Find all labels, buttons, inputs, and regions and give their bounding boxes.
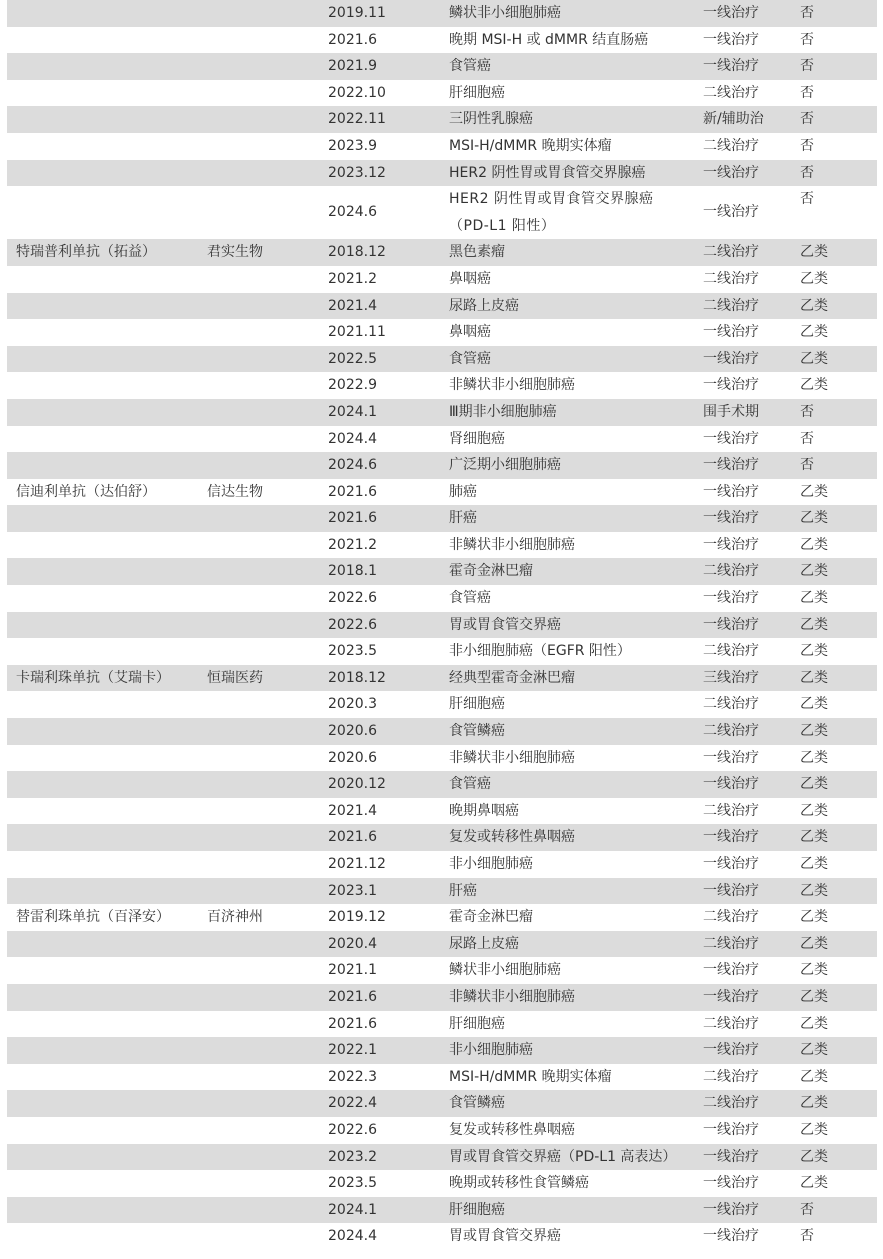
approval-date-cell: 2021.6 — [328, 510, 377, 527]
table-row — [7, 824, 877, 851]
approval-date-cell: 2021.2 — [328, 270, 377, 287]
insurance-cell: 乙类 — [800, 988, 828, 1005]
treatment-line-cell: 一线治疗 — [703, 430, 759, 447]
company-cell: 百济神州 — [207, 909, 263, 926]
insurance-cell: 否 — [800, 164, 814, 181]
approval-date-cell: 2022.3 — [328, 1068, 377, 1085]
insurance-cell: 乙类 — [800, 616, 828, 633]
indication-cell: 复发或转移性鼻咽癌 — [449, 1121, 575, 1138]
indication-cell: MSI-H/dMMR 晚期实体瘤 — [449, 137, 612, 154]
approval-date-cell: 2021.6 — [328, 483, 377, 500]
table-row — [7, 372, 877, 399]
indication-cell: 肝细胞癌 — [449, 1201, 505, 1218]
treatment-line-cell: 二线治疗 — [703, 1068, 759, 1085]
indication-cell: 肝细胞癌 — [449, 1015, 505, 1032]
table-row — [7, 771, 877, 798]
insurance-cell: 乙类 — [800, 1175, 828, 1192]
indication-cell: 非鳞状非小细胞肺癌 — [449, 377, 575, 394]
table-row — [7, 1170, 877, 1197]
table-row — [7, 798, 877, 825]
insurance-cell: 乙类 — [800, 749, 828, 766]
table-row — [7, 931, 877, 958]
treatment-line-cell: 二线治疗 — [703, 1095, 759, 1112]
table-row — [7, 745, 877, 772]
treatment-line-cell: 二线治疗 — [703, 270, 759, 287]
approval-date-cell: 2023.12 — [328, 164, 386, 181]
insurance-cell: 否 — [800, 191, 814, 208]
table-row — [7, 1037, 877, 1064]
treatment-line-cell: 一线治疗 — [703, 483, 759, 500]
treatment-line-cell: 围手术期 — [703, 403, 759, 420]
indication-cell: 胃或胃食管交界癌（PD-L1 高表达） — [449, 1148, 677, 1165]
insurance-cell: 否 — [800, 1201, 814, 1218]
insurance-cell: 乙类 — [800, 1015, 828, 1032]
table-row — [7, 0, 877, 27]
indication-cell: 非鳞状非小细胞肺癌 — [449, 749, 575, 766]
insurance-cell: 否 — [800, 58, 814, 75]
approval-date-cell: 2021.9 — [328, 58, 377, 75]
treatment-line-cell: 一线治疗 — [703, 5, 759, 21]
insurance-cell: 乙类 — [800, 270, 828, 287]
insurance-cell: 乙类 — [800, 962, 828, 979]
approval-date-cell: 2022.6 — [328, 1121, 377, 1138]
treatment-line-cell: 一线治疗 — [703, 616, 759, 633]
insurance-cell: 乙类 — [800, 297, 828, 314]
approval-date-cell: 2024.4 — [328, 1228, 377, 1245]
indication-cell: 尿路上皮癌 — [449, 935, 519, 952]
treatment-line-cell: 二线治疗 — [703, 84, 759, 101]
treatment-line-cell: 二线治疗 — [703, 1015, 759, 1032]
approval-date-cell: 2024.4 — [328, 430, 377, 447]
table-row — [7, 426, 877, 453]
table-row — [7, 957, 877, 984]
insurance-cell: 否 — [800, 84, 814, 101]
indication-cell: 鳞状非小细胞肺癌 — [449, 962, 561, 979]
indication-cell: Ⅲ期非小细胞肺癌 — [449, 403, 557, 420]
approval-date-cell: 2021.4 — [328, 297, 377, 314]
insurance-cell: 乙类 — [800, 696, 828, 713]
insurance-cell: 否 — [800, 31, 814, 48]
indication-cell: 食管癌 — [449, 590, 491, 607]
treatment-line-cell: 一线治疗 — [703, 536, 759, 553]
table-row — [7, 1011, 877, 1038]
company-cell: 恒瑞医药 — [207, 669, 263, 686]
approval-date-cell: 2018.12 — [328, 244, 386, 261]
table-row — [7, 293, 877, 320]
indication-cell: 霍奇金淋巴瘤 — [449, 909, 533, 926]
approval-date-cell: 2020.3 — [328, 696, 377, 713]
treatment-line-cell: 一线治疗 — [703, 1148, 759, 1165]
approval-date-cell: 2019.11 — [328, 5, 386, 21]
treatment-line-cell: 二线治疗 — [703, 244, 759, 261]
treatment-line-cell: 一线治疗 — [703, 856, 759, 872]
treatment-line-cell: 一线治疗 — [703, 882, 759, 899]
treatment-line-cell: 一线治疗 — [703, 1042, 759, 1059]
indication-cell: 肝细胞癌 — [449, 696, 505, 713]
treatment-line-cell: 一线治疗 — [703, 510, 759, 527]
table-row — [7, 53, 877, 80]
drug-name-cell: 卡瑞利珠单抗（艾瑞卡） — [16, 669, 170, 686]
approval-date-cell: 2023.2 — [328, 1148, 377, 1165]
insurance-cell: 乙类 — [800, 563, 828, 580]
treatment-line-cell: 一线治疗 — [703, 350, 759, 367]
insurance-cell: 乙类 — [800, 909, 828, 926]
approval-date-cell: 2023.5 — [328, 1175, 377, 1192]
treatment-line-cell: 二线治疗 — [703, 909, 759, 926]
insurance-cell: 乙类 — [800, 244, 828, 261]
table-row — [7, 1144, 877, 1171]
insurance-cell: 乙类 — [800, 882, 828, 899]
treatment-line-cell: 一线治疗 — [703, 1121, 759, 1138]
indication-cell: 食管癌 — [449, 776, 491, 793]
table-row — [7, 106, 877, 133]
indication-cell: 胃或胃食管交界癌 — [449, 1228, 561, 1245]
insurance-cell: 乙类 — [800, 1121, 828, 1138]
treatment-line-cell: 一线治疗 — [703, 829, 759, 846]
approval-date-cell: 2022.9 — [328, 377, 377, 394]
indication-cell: 食管鳞癌 — [449, 723, 505, 740]
approval-date-cell: 2020.6 — [328, 723, 377, 740]
approval-date-cell: 2021.4 — [328, 802, 377, 819]
table-row — [7, 1117, 877, 1144]
approval-date-cell: 2022.6 — [328, 616, 377, 633]
table-row — [7, 319, 877, 346]
indication-cell: 经典型霍奇金淋巴瘤 — [449, 669, 575, 686]
treatment-line-cell: 二线治疗 — [703, 137, 759, 154]
approval-date-cell: 2020.4 — [328, 935, 377, 952]
treatment-line-cell: 二线治疗 — [703, 696, 759, 713]
indication-cell: 肺癌 — [449, 483, 477, 500]
table-row — [7, 239, 877, 266]
treatment-line-cell: 二线治疗 — [703, 935, 759, 952]
approval-date-cell: 2021.12 — [328, 856, 386, 872]
treatment-line-cell: 一线治疗 — [703, 776, 759, 793]
approval-date-cell: 2022.10 — [328, 84, 386, 101]
table-row — [7, 718, 877, 745]
treatment-line-cell: 二线治疗 — [703, 643, 759, 660]
table-row — [7, 133, 877, 160]
indication-cell: 胃或胃食管交界癌 — [449, 616, 561, 633]
approval-date-cell: 2023.9 — [328, 137, 377, 154]
table-row — [7, 80, 877, 107]
approval-date-cell: 2018.12 — [328, 669, 386, 686]
indication-text: HER2 阴性胃或胃食管交界腺癌（PD-L1 阳性） — [449, 191, 654, 234]
approval-date-cell: 2021.6 — [328, 988, 377, 1005]
indication-cell: 非小细胞肺癌 — [449, 856, 533, 872]
approval-date-cell: 2022.1 — [328, 1042, 377, 1059]
table-row — [7, 505, 877, 532]
treatment-line-cell: 三线治疗 — [703, 669, 759, 686]
insurance-cell: 乙类 — [800, 829, 828, 846]
indication-cell: 非鳞状非小细胞肺癌 — [449, 988, 575, 1005]
insurance-cell: 乙类 — [800, 590, 828, 607]
drug-name-cell: 信迪利单抗（达伯舒） — [16, 483, 156, 500]
insurance-cell: 乙类 — [800, 1068, 828, 1085]
approval-date-cell: 2018.1 — [328, 563, 377, 580]
treatment-line-cell: 二线治疗 — [703, 563, 759, 580]
treatment-line-cell: 一线治疗 — [703, 164, 759, 181]
treatment-line-cell: 新/辅助治 — [703, 111, 764, 128]
approval-date-cell: 2021.1 — [328, 962, 377, 979]
approval-date-cell: 2021.2 — [328, 536, 377, 553]
table-row — [7, 479, 877, 506]
table-row — [7, 27, 877, 54]
table-row — [7, 160, 877, 187]
insurance-cell: 乙类 — [800, 723, 828, 740]
table-row — [7, 984, 877, 1011]
treatment-line-cell: 一线治疗 — [703, 988, 759, 1005]
insurance-cell: 乙类 — [800, 350, 828, 367]
approval-date-cell: 2021.6 — [328, 829, 377, 846]
indication-cell: 三阴性乳腺癌 — [449, 111, 533, 128]
indication-cell — [449, 186, 689, 239]
indication-cell: 鼻咽癌 — [449, 270, 491, 287]
drug-name-cell: 替雷利珠单抗（百泽安） — [16, 909, 170, 926]
approval-date-cell: 2024.6 — [328, 204, 377, 221]
table-row — [7, 878, 877, 905]
indication-cell: 肝癌 — [449, 510, 477, 527]
insurance-cell: 乙类 — [800, 856, 828, 872]
insurance-cell: 乙类 — [800, 802, 828, 819]
approval-date-cell: 2024.1 — [328, 403, 377, 420]
approval-date-cell: 2021.6 — [328, 1015, 377, 1032]
treatment-line-cell: 一线治疗 — [703, 204, 759, 221]
insurance-cell: 乙类 — [800, 324, 828, 341]
table-row — [7, 904, 877, 931]
indication-cell: 非小细胞肺癌（EGFR 阳性） — [449, 643, 631, 660]
table-row — [7, 585, 877, 612]
insurance-cell: 乙类 — [800, 536, 828, 553]
approval-date-cell: 2024.1 — [328, 1201, 377, 1218]
table-row — [7, 558, 877, 585]
approval-date-cell: 2020.6 — [328, 749, 377, 766]
table-row — [7, 638, 877, 665]
insurance-cell: 乙类 — [800, 1095, 828, 1112]
treatment-line-cell: 一线治疗 — [703, 749, 759, 766]
insurance-cell: 乙类 — [800, 935, 828, 952]
table-row — [7, 266, 877, 293]
treatment-line-cell: 一线治疗 — [703, 58, 759, 75]
indication-cell: 霍奇金淋巴瘤 — [449, 563, 533, 580]
indication-cell: 非鳞状非小细胞肺癌 — [449, 536, 575, 553]
table-row — [7, 612, 877, 639]
indication-cell: 鼻咽癌 — [449, 324, 491, 341]
company-cell: 君实生物 — [207, 244, 263, 261]
indication-cell: MSI-H/dMMR 晚期实体瘤 — [449, 1068, 612, 1085]
indication-cell: 肝癌 — [449, 882, 477, 899]
approval-table — [7, 0, 877, 1250]
table-row — [7, 532, 877, 559]
approval-date-cell: 2019.12 — [328, 909, 386, 926]
table-row — [7, 1223, 877, 1250]
company-cell: 信达生物 — [207, 483, 263, 500]
indication-cell: 黑色素瘤 — [449, 244, 505, 261]
insurance-cell: 否 — [800, 430, 814, 447]
insurance-cell: 否 — [800, 403, 814, 420]
treatment-line-cell: 一线治疗 — [703, 590, 759, 607]
approval-date-cell: 2022.5 — [328, 350, 377, 367]
treatment-line-cell: 二线治疗 — [703, 723, 759, 740]
treatment-line-cell: 一线治疗 — [703, 324, 759, 341]
insurance-cell: 否 — [800, 137, 814, 154]
indication-cell: 食管癌 — [449, 350, 491, 367]
treatment-line-cell: 一线治疗 — [703, 31, 759, 48]
indication-cell: 食管癌 — [449, 58, 491, 75]
approval-date-cell: 2022.4 — [328, 1095, 377, 1112]
approval-date-cell: 2024.6 — [328, 457, 377, 474]
approval-date-cell: 2022.11 — [328, 111, 386, 128]
indication-cell: 复发或转移性鼻咽癌 — [449, 829, 575, 846]
indication-cell: 鳞状非小细胞肺癌 — [449, 5, 561, 21]
approval-date-cell: 2023.5 — [328, 643, 377, 660]
treatment-line-cell: 一线治疗 — [703, 1175, 759, 1192]
insurance-cell: 乙类 — [800, 643, 828, 660]
table-row — [7, 399, 877, 426]
insurance-cell: 乙类 — [800, 483, 828, 500]
table-row — [7, 665, 877, 692]
indication-cell: 晚期 MSI-H 或 dMMR 结直肠癌 — [449, 31, 649, 48]
table-row — [7, 452, 877, 479]
table-row — [7, 1197, 877, 1224]
indication-cell: 晚期鼻咽癌 — [449, 802, 519, 819]
approval-date-cell: 2022.6 — [328, 590, 377, 607]
insurance-cell: 否 — [800, 5, 814, 21]
insurance-cell: 乙类 — [800, 669, 828, 686]
treatment-line-cell: 一线治疗 — [703, 377, 759, 394]
indication-cell: HER2 阴性胃或胃食管交界腺癌 — [449, 164, 646, 181]
treatment-line-cell: 一线治疗 — [703, 962, 759, 979]
table-row — [7, 691, 877, 718]
indication-cell: 肝细胞癌 — [449, 84, 505, 101]
insurance-cell: 否 — [800, 1228, 814, 1245]
insurance-cell: 乙类 — [800, 377, 828, 394]
indication-cell: 肾细胞癌 — [449, 430, 505, 447]
approval-date-cell: 2021.11 — [328, 324, 386, 341]
insurance-cell: 否 — [800, 111, 814, 128]
indication-cell: 食管鳞癌 — [449, 1095, 505, 1112]
indication-cell: 非小细胞肺癌 — [449, 1042, 533, 1059]
table-row — [7, 186, 877, 239]
approval-date-cell: 2021.6 — [328, 31, 377, 48]
treatment-line-cell: 一线治疗 — [703, 1228, 759, 1245]
approval-date-cell: 2020.12 — [328, 776, 386, 793]
indication-cell: 尿路上皮癌 — [449, 297, 519, 314]
table-row — [7, 346, 877, 373]
treatment-line-cell: 一线治疗 — [703, 457, 759, 474]
treatment-line-cell: 二线治疗 — [703, 297, 759, 314]
insurance-cell: 乙类 — [800, 776, 828, 793]
treatment-line-cell: 一线治疗 — [703, 1201, 759, 1218]
table-row — [7, 1064, 877, 1091]
insurance-cell: 否 — [800, 457, 814, 474]
treatment-line-cell: 二线治疗 — [703, 802, 759, 819]
drug-name-cell: 特瑞普利单抗（拓益） — [16, 244, 156, 261]
insurance-cell: 乙类 — [800, 1042, 828, 1059]
approval-date-cell: 2023.1 — [328, 882, 377, 899]
insurance-cell: 乙类 — [800, 510, 828, 527]
table-row — [7, 851, 877, 878]
indication-cell: 广泛期小细胞肺癌 — [449, 457, 561, 474]
indication-cell: 晚期或转移性食管鳞癌 — [449, 1175, 589, 1192]
table-row — [7, 1090, 877, 1117]
insurance-cell: 乙类 — [800, 1148, 828, 1165]
